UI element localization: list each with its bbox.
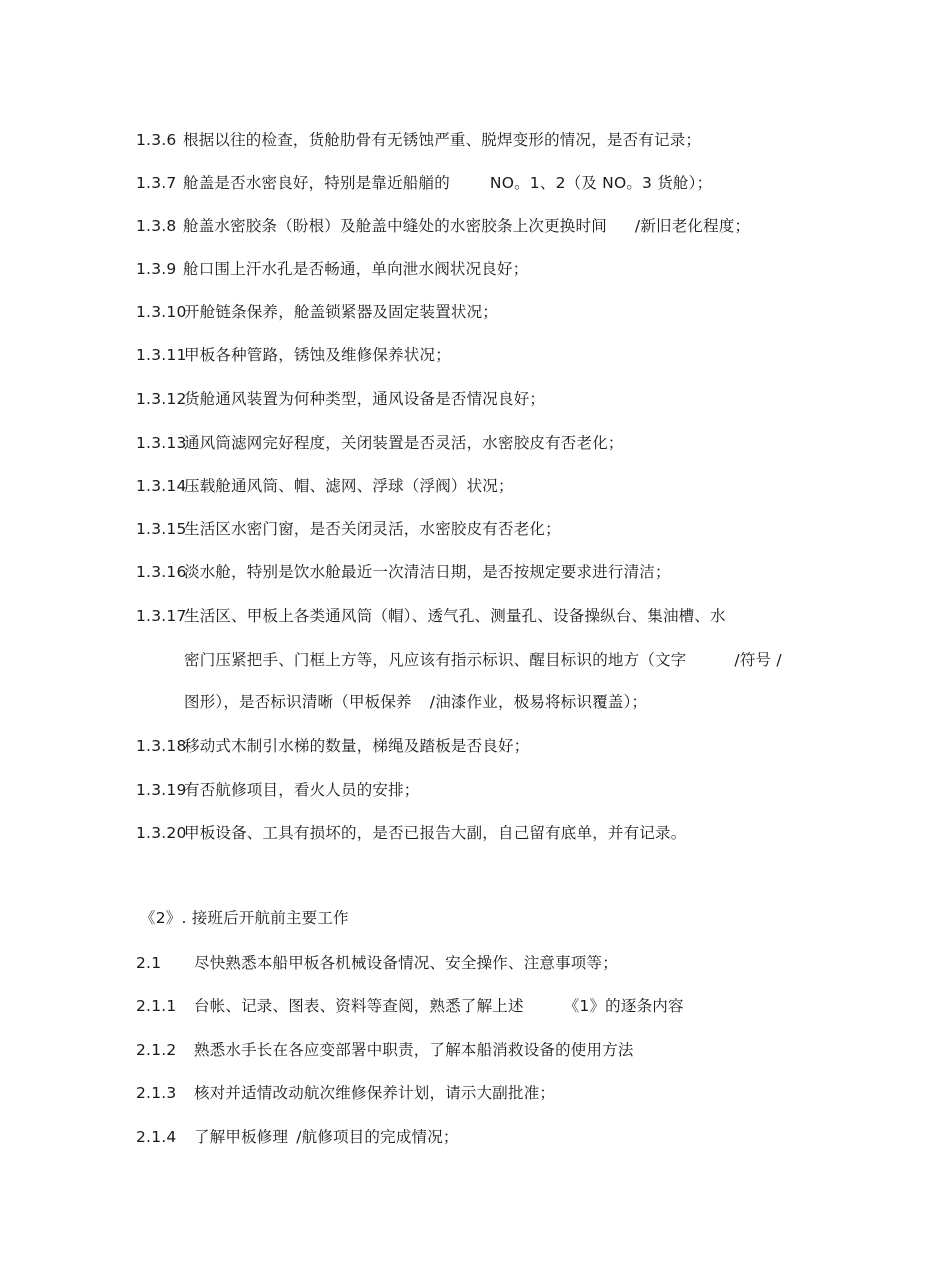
list-item-continuation (184, 691, 647, 713)
list-item (136, 1082, 555, 1104)
item-text: 甲板各种管路，锈蚀及维修保养状况； (184, 346, 451, 364)
item-number: 1.3.9 (136, 260, 177, 278)
item-text-cont: /油漆作业，极易将标识覆盖）； (429, 693, 648, 711)
item-number: 1.3.18 (136, 737, 187, 755)
item-text: 生活区水密门窗，是否关闭灵活，水密胶皮有否老化； (184, 520, 561, 538)
item-number: 2.1.2 (136, 1041, 177, 1059)
item-text: 根据以往的检查，货舱肋骨有无锈蚀严重、脱焊变形的情况，是否有记录； (183, 131, 702, 149)
item-number: 1.3.15 (136, 520, 187, 538)
item-text: 舱盖水密胶条（盼根）及舱盖中缝处的水密胶条上次更换时间 (183, 217, 607, 235)
item-number: 2.1.4 (136, 1128, 177, 1146)
list-item (136, 344, 451, 366)
list-item (136, 518, 561, 540)
item-text: 移动式木制引水梯的数量，梯绳及踏板是否良好； (184, 737, 530, 755)
list-item (136, 215, 750, 237)
item-number: 1.3.8 (136, 217, 177, 235)
item-text: 核对并适情改动航次维修保养计划，请示大副批准； (194, 1084, 556, 1102)
item-text: 通风筒滤网完好程度，关闭装置是否灵活，水密胶皮有否老化； (184, 434, 624, 452)
list-item (136, 129, 701, 151)
item-number: 1.3.14 (136, 477, 187, 495)
list-item (136, 1039, 634, 1061)
item-text: 图形），是否标识清晰（甲板保养 (184, 693, 412, 711)
item-number: 1.3.11 (136, 346, 187, 364)
item-number: 1.3.12 (136, 390, 187, 408)
section-heading: 《2》. 接班后开航前主要工作 (140, 909, 349, 927)
item-number: 2.1.1 (136, 997, 177, 1015)
item-text-cont: 《1》的逐条内容 (563, 997, 684, 1015)
list-item (136, 822, 686, 844)
item-number: 1.3.19 (136, 781, 187, 799)
item-number: 1.3.10 (136, 303, 187, 321)
list-item (136, 258, 528, 280)
item-text: 淡水舱，特别是饮水舱最近一次清洁日期，是否按规定要求进行清洁； (184, 563, 671, 581)
item-text: 密门压紧把手、门框上方等，凡应该有指示标识、醒目标识的地方（文字 (184, 651, 687, 669)
list-item-continuation (184, 649, 782, 671)
list-item (136, 561, 671, 583)
item-text-cont: /符号 / (734, 651, 782, 669)
item-text: 尽快熟悉本船甲板各机械设备情况、安全操作、注意事项等； (194, 954, 618, 972)
list-item (136, 952, 618, 974)
item-text: 舱口围上汗水孔是否畅通，单向泄水阀状况良好； (183, 260, 529, 278)
list-item (136, 995, 684, 1017)
item-text: 生活区、甲板上各类通风筒（帽）、透气孔、测量孔、设备操纵台、集油槽、水 (184, 607, 726, 625)
item-text-cont: /新旧老化程度； (634, 217, 751, 235)
item-text: 舱盖是否水密良好，特别是靠近船艏的 (183, 174, 450, 192)
list-item (136, 172, 712, 194)
list-item (136, 779, 420, 801)
item-text: 压载舱通风筒、帽、滤网、浮球（浮阀）状况； (184, 477, 514, 495)
item-number: 1.3.17 (136, 607, 187, 625)
item-number: 1.3.13 (136, 434, 187, 452)
item-text-cont: /航修项目的完成情况； (296, 1128, 459, 1146)
list-item (136, 388, 545, 410)
item-text: 甲板设备、工具有损坏的，是否已报告大副，自己留有底单，并有记录。 (184, 824, 687, 842)
list-item (136, 605, 726, 627)
list-item (136, 301, 498, 323)
item-text: 开舱链条保养，舱盖锁紧器及固定装置状况； (184, 303, 499, 321)
item-text: 了解甲板修理 (194, 1128, 289, 1146)
item-text-cont: NO。1、2（及 NO。3 货舱）； (489, 174, 713, 192)
list-item (136, 475, 514, 497)
item-number: 2.1.3 (136, 1084, 177, 1102)
item-text: 台帐、记录、图表、资料等查阅，熟悉了解上述 (194, 997, 524, 1015)
item-number: 1.3.6 (136, 131, 177, 149)
item-text: 有否航修项目，看火人员的安排； (184, 781, 420, 799)
item-number: 1.3.16 (136, 563, 187, 581)
list-item (136, 432, 624, 454)
item-text: 熟悉水手长在各应变部署中职责，了解本船消救设备的使用方法 (194, 1041, 634, 1059)
list-item (136, 1126, 459, 1148)
item-number: 1.3.20 (136, 824, 187, 842)
item-number: 1.3.7 (136, 174, 177, 192)
item-number: 2.1 (136, 954, 162, 972)
list-item (136, 735, 529, 757)
item-text: 货舱通风装置为何种类型，通风设备是否情况良好； (184, 390, 546, 408)
